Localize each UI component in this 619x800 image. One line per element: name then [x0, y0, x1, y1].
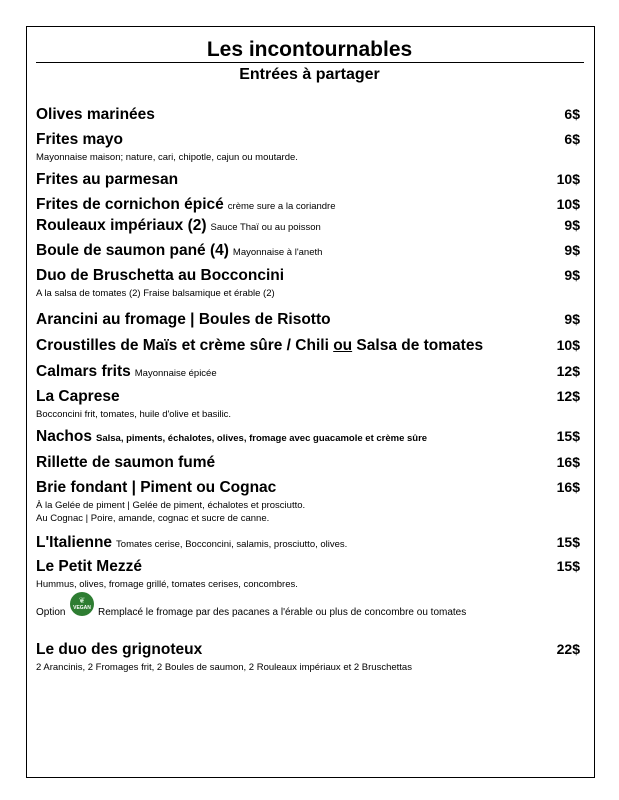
item-note: Salsa, piments, échalotes, olives, fromage avec guacamole et crème sûre	[96, 433, 428, 444]
item-name: Olives marinées	[36, 106, 155, 123]
item-note: crème sure a la coriandre	[227, 201, 336, 212]
item-price: 10$	[556, 196, 580, 212]
menu-item	[36, 131, 580, 164]
menu-item	[36, 217, 580, 235]
title-divider	[36, 62, 584, 63]
item-description: Bocconcini frit, tomates, huile d'olive et basilic.	[36, 409, 232, 420]
item-name: Brie fondant | Piment ou Cognac	[36, 479, 277, 496]
item-name: Nachos	[36, 428, 92, 445]
item-price: 15$	[556, 558, 580, 574]
item-name: Le duo des grignoteux	[36, 641, 203, 658]
menu-item	[36, 558, 580, 591]
menu-item	[36, 171, 580, 189]
item-name: Arancini au fromage | Boules de Risotto	[36, 311, 331, 328]
item-description: Mayonnaise maison; nature, cari, chipotle, cajun ou moutarde.	[36, 152, 298, 163]
item-price: 12$	[556, 363, 580, 379]
menu-item	[36, 363, 580, 381]
item-name: Boule de saumon pané (4)	[36, 242, 229, 259]
item-price: 9$	[564, 242, 580, 258]
item-price: 10$	[556, 337, 580, 353]
item-note: Mayonnaise à l'aneth	[232, 247, 323, 258]
item-price: 9$	[564, 311, 580, 327]
item-price: 16$	[556, 479, 580, 495]
item-description	[36, 499, 580, 525]
item-name: Frites mayo	[36, 131, 124, 148]
menu-item	[36, 242, 580, 260]
menu-item	[36, 196, 580, 214]
menu-item	[36, 479, 580, 525]
item-name: Le Petit Mezzé	[36, 558, 142, 575]
item-price: 6$	[564, 131, 580, 147]
menu-item	[36, 454, 580, 472]
option-label: Option	[36, 607, 66, 618]
item-name: Calmars frits	[36, 363, 131, 380]
menu-subtitle: Entrées à partager	[239, 66, 380, 83]
item-description-line: Au Cognac | Poire, amande, cognac et sucre de canne.	[36, 513, 270, 524]
menu-item	[36, 337, 580, 355]
item-name: Rouleaux impériaux (2)	[36, 217, 207, 234]
item-price: 15$	[556, 534, 580, 550]
item-price: 9$	[564, 217, 580, 233]
item-price: 22$	[556, 641, 580, 657]
item-note: Tomates cerise, Bocconcini, salamis, prosciutto, olives.	[116, 539, 348, 550]
item-price: 6$	[564, 106, 580, 122]
vegan-option	[36, 592, 580, 618]
item-name: Croustilles de Maïs et crème sûre / Chili ou Salsa de tomates	[36, 337, 484, 354]
item-name: Frites au parmesan	[36, 171, 179, 188]
vegan-leaf-icon: ❦ VEGAN	[70, 592, 94, 616]
menu-item	[36, 267, 580, 300]
menu-item	[36, 388, 580, 421]
menu-item	[36, 428, 580, 446]
item-price: 12$	[556, 388, 580, 404]
item-name: L'Italienne	[36, 534, 113, 551]
item-description-line: À la Gelée de piment | Gelée de piment, échalotes et prosciutto.	[36, 500, 306, 511]
item-price: 16$	[556, 454, 580, 470]
menu-item	[36, 106, 580, 124]
item-price: 9$	[564, 267, 580, 283]
item-name: Frites de cornichon épicé	[36, 196, 224, 213]
item-description: Hummus, olives, fromage grillé, tomates cerises, concombres.	[36, 579, 298, 590]
menu-title: Les incontournables	[206, 38, 413, 61]
menu-item	[36, 534, 580, 552]
item-description: A la salsa de tomates (2) Fraise balsamique et érable (2)	[36, 288, 275, 299]
item-name: La Caprese	[36, 388, 120, 405]
item-name: Duo de Bruschetta au Bocconcini	[36, 267, 285, 284]
item-note: Sauce Thaï ou au poisson	[210, 222, 321, 233]
item-price: 10$	[556, 171, 580, 187]
vegan-badge-text: VEGAN	[73, 605, 91, 611]
option-text: Remplacé le fromage par des pacanes a l'érable ou plus de concombre ou tomates	[98, 607, 467, 618]
item-price: 15$	[556, 428, 580, 444]
item-description: 2 Arancinis, 2 Fromages frit, 2 Boules de saumon, 2 Rouleaux impériaux et 2 Bruschettas	[36, 662, 412, 673]
menu-item	[36, 641, 580, 674]
menu-item	[36, 311, 580, 329]
item-name: Rillette de saumon fumé	[36, 454, 216, 471]
item-note: Mayonnaise épicée	[134, 368, 217, 379]
